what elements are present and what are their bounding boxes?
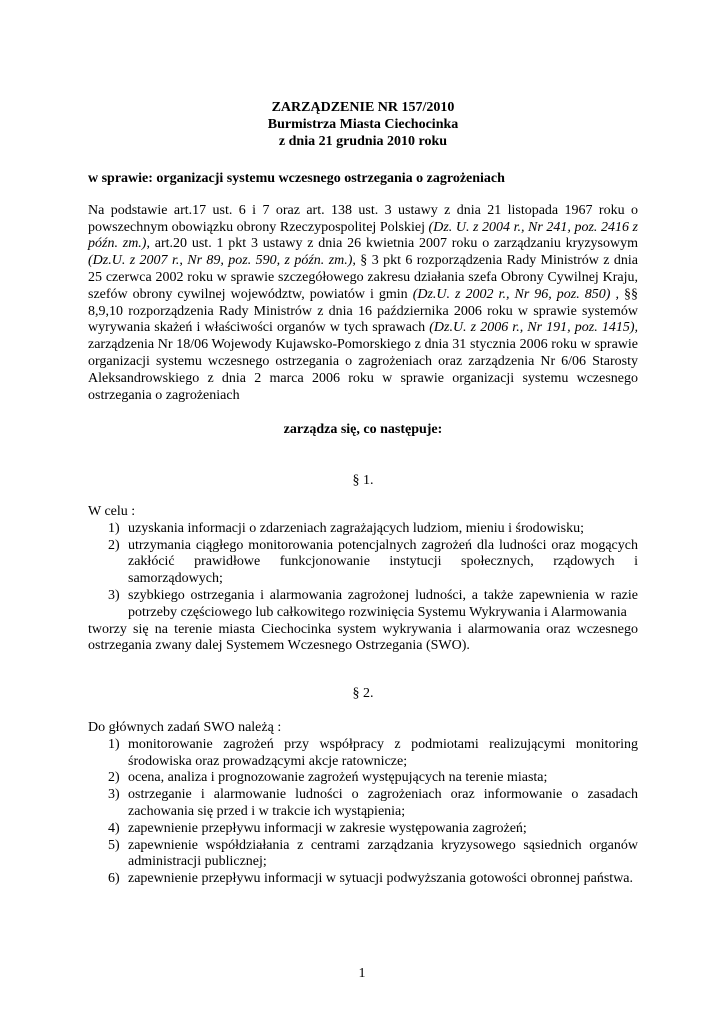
decree-statement: zarządza się, co następuje: (283, 422, 443, 438)
document-title: ZARZĄDZENIE NR 157/2010 (271, 100, 455, 115)
list-item (88, 838, 638, 872)
document-issuer: Burmistrza Miasta Ciechocinka (267, 117, 459, 132)
list-item (88, 770, 638, 787)
list-item-number: 3) (108, 787, 120, 803)
list-item-number: 6) (108, 871, 120, 887)
basis-text: Na podstawie art.17 ust. 6 i 7 oraz art. 138 ust. 3 ustawy z dnia 21 listopada 1967 roku o powszechnym obowiązku obrony Rzeczypospolitej Polskiej (88, 202, 638, 235)
list-item (88, 821, 638, 838)
list-item-text: utrzymania ciągłego monitorowania potencjalnych zagrożeń dla ludności oraz mogących zakłócić prawidłowe funkcjonowanie instytucji społecznych, rządowych i samorządowych; (128, 537, 638, 587)
basis-text: §§ 8,9,10 rozporządzenia Rady Ministrów z dnia 16 października 2006 roku w sprawie systemów wyrywania skażeń i właściwości organów w tych sprawach (88, 286, 639, 336)
document-body (88, 100, 638, 888)
basis-citation: (Dz.U. z 2007 r., Nr 89, poz. 590, z późn. zm.), (88, 253, 356, 269)
basis-text: , art.20 ust. 1 pkt 3 ustawy z dnia 26 kwietnia 2007 roku o zarządzaniu kryzysowym (146, 236, 638, 252)
list-item-text: ostrzeganie i alarmowanie ludności o zagrożeniach oraz informowanie o zasadach zachowania się przed i w trakcie ich wystąpienia; (128, 787, 638, 819)
list-item-text: zapewnienie przepływu informacji w sytuacji podwyższania gotowości obronnej państwa. (128, 871, 634, 887)
legal-basis (88, 203, 638, 405)
list-item-text: zapewnienie przepływu informacji w zakresie występowania zagrożeń; (128, 820, 527, 836)
page-number: 1 (358, 966, 366, 981)
section-1-closing: tworzy się na terenie miasta Ciechocinka system wykrywania i alarmowania oraz wczesnego ostrzegania zwany dalej Systemem Wczesnego Ostrzegania (SWO). (88, 621, 638, 654)
list-item-number: 2) (108, 770, 120, 786)
document-date: z dnia 21 grudnia 2010 roku (278, 134, 448, 149)
list-item-number: 2) (108, 537, 120, 553)
list-item-text: monitorowanie zagrożeń przy współpracy z podmiotami realizującymi monitoring środowiska oraz prowadzącymi akcje ratownicze; (128, 736, 638, 769)
list-item-text: uzyskania informacji o zdarzeniach zagrażających ludziom, mieniu i środowisku; (128, 520, 584, 536)
section-1-heading: § 1. (352, 473, 374, 489)
list-item (88, 871, 638, 888)
list-item-number: 5) (108, 837, 120, 853)
list-item (88, 737, 638, 771)
list-item-number: 4) (108, 820, 120, 836)
list-item (88, 588, 638, 622)
basis-text: § 3 pkt 6 rozporządzenia Rady Ministrów z dnia 25 czerwca 2002 roku w sprawie szczegółowego zakresu działania szefa Obrony Cywilnej Kraju, szefów obrony cywilnej województw, powiatów i gmin (88, 253, 639, 302)
basis-citation: (Dz. U. z 2004 r., Nr 241, poz. 2416 z późn. zm.) (88, 219, 638, 252)
section-2-list (88, 737, 638, 888)
document-header (88, 100, 638, 151)
list-item-number: 1) (108, 520, 120, 536)
list-item-text: ocena, analiza i prognozowanie zagrożeń występujących na terenie miasta; (128, 770, 548, 786)
basis-citation: (Dz.U. z 2006 r., Nr 191, poz. 1415), (429, 320, 638, 336)
basis-citation: (Dz.U. z 2002 r., Nr 96, poz. 850) , (412, 286, 619, 302)
section-2-intro: Do głównych zadań SWO należą : (88, 719, 282, 735)
list-item-number: 1) (108, 736, 120, 752)
list-item (88, 787, 638, 821)
list-item-text: szybkiego ostrzegania i alarmowania zagrożonej ludności, a także zapewnienia w razie potrzeby częściowego lub całkowitego rozwinięcia Systemu Wykrywania i Alarmowania (128, 587, 638, 620)
list-item (88, 521, 638, 538)
document-subject: w sprawie: organizacji systemu wczesnego ostrzegania o zagrożeniach (88, 171, 505, 186)
section-1-list (88, 521, 638, 622)
section-2-heading: § 2. (352, 686, 374, 702)
section-1-intro: W celu : (88, 503, 136, 519)
basis-text: zarządzenia Nr 18/06 Wojewody Kujawsko-Pomorskiego z dnia 31 stycznia 2006 roku w sprawie organizacji systemu wczesnego ostrzegania o zagrożeniach oraz zarządzenia Nr 6/06 Starosty Aleksandrowskiego z dnia 2 marca 2006 roku w sprawie organizacji systemu wczesnego ostrzegania o zagrożeniach (88, 337, 638, 403)
list-item-number: 3) (108, 587, 120, 603)
list-item-text: zapewnienie współdziałania z centrami zarządzania kryzysowego sąsiednich organów administracji publicznej; (128, 837, 638, 870)
list-item (88, 538, 638, 588)
